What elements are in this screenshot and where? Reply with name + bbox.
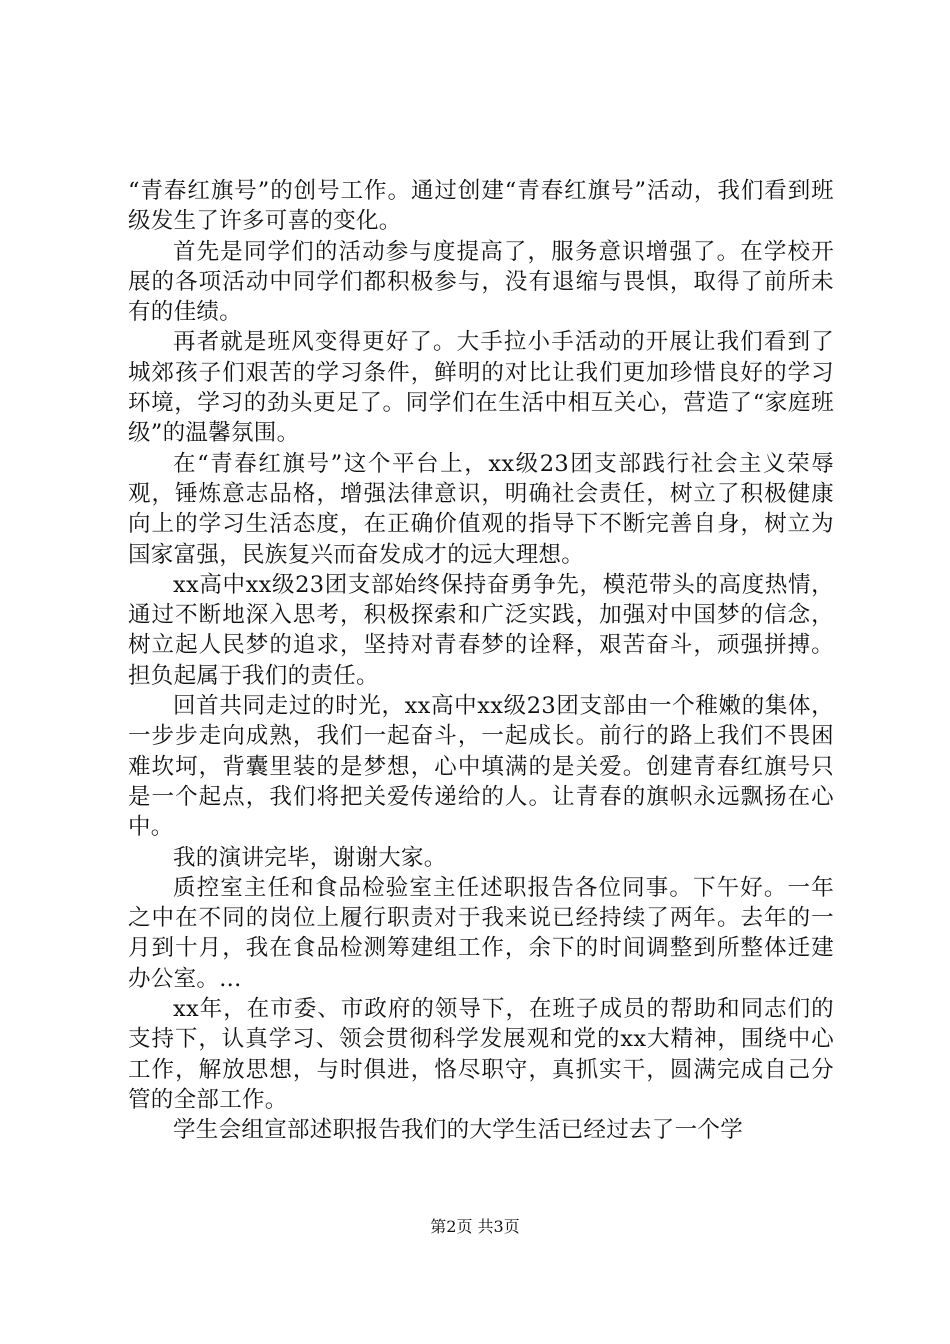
paragraph-3: 再者就是班风变得更好了。大手拉小手活动的开展让我们看到了城郊孩子们艰苦的学习条件，鲜明的对比让我们更加珍惜良好的学习环境，学习的劲头更足了。同学们在生活中相互关心，营造了“家庭班级”的温馨氛围。 [128,329,834,447]
paragraph-4: 在“青春红旗号”这个平台上，xx级23团支部践行社会主义荣辱观，锤炼意志品格，增强法律意识，明确社会责任，树立了积极健康向上的学习生活态度，在正确价值观的指导下不断完善自身，树立为国家富强，民族复兴而奋发成才的远大理想。 [128,450,834,568]
paragraph-1: “青春红旗号”的创号工作。通过创建“青春红旗号”活动，我们看到班级发生了许多可喜的变化。 [128,178,834,235]
paragraph-5: xx高中xx级23团支部始终保持奋勇争先，模范带头的高度热情，通过不断地深入思考，积极探索和广泛实践，加强对中国梦的信念，树立起人民梦的追求，坚持对青春梦的诠释，艰苦奋斗，顽强拼搏。担负起属于我们的责任。 [128,571,834,689]
paragraph-9: xx年，在市委、市政府的领导下，在班子成员的帮助和同志们的支持下，认真学习、领会贯彻科学发展观和党的xx大精神，围绕中心工作，解放思想，与时俱进，恪尽职守，真抓实干，圆满完成自己分管的全部工作。 [128,996,834,1113]
paragraph-10: 学生会组宣部述职报告我们的大学生活已经过去了一个学 [173,1117,744,1144]
paragraph-2: 首先是同学们的活动参与度提高了，服务意识增强了。在学校开展的各项活动中同学们都积极参与，没有退缩与畏惧，取得了前所未有的佳绩。 [128,238,834,326]
paragraph-7: 我的演讲完毕，谢谢大家。 [173,844,447,871]
document-body [128,176,834,1146]
page-footer: 第2页 共3页 [430,1217,520,1236]
paragraph-6: 回首共同走过的时光，xx高中xx级23团支部由一个稚嫩的集体，一步步走向成熟，我们一起奋斗，一起成长。前行的路上我们不畏困难坎坷，背囊里装的是梦想，心中填满的是关爱。创建青春红旗号只是一个起点，我们将把关爱传递给的人。让青春的旗帜永远飘扬在心中。 [128,693,834,841]
paragraph-8: 质控室主任和食品检验室主任述职报告各位同事。下午好。一年之中在不同的岗位上履行职责对于我来说已经持续了两年。去年的一月到十月，我在食品检测筹建组工作，余下的时间调整到所整体迁建办公室。... [128,874,834,992]
